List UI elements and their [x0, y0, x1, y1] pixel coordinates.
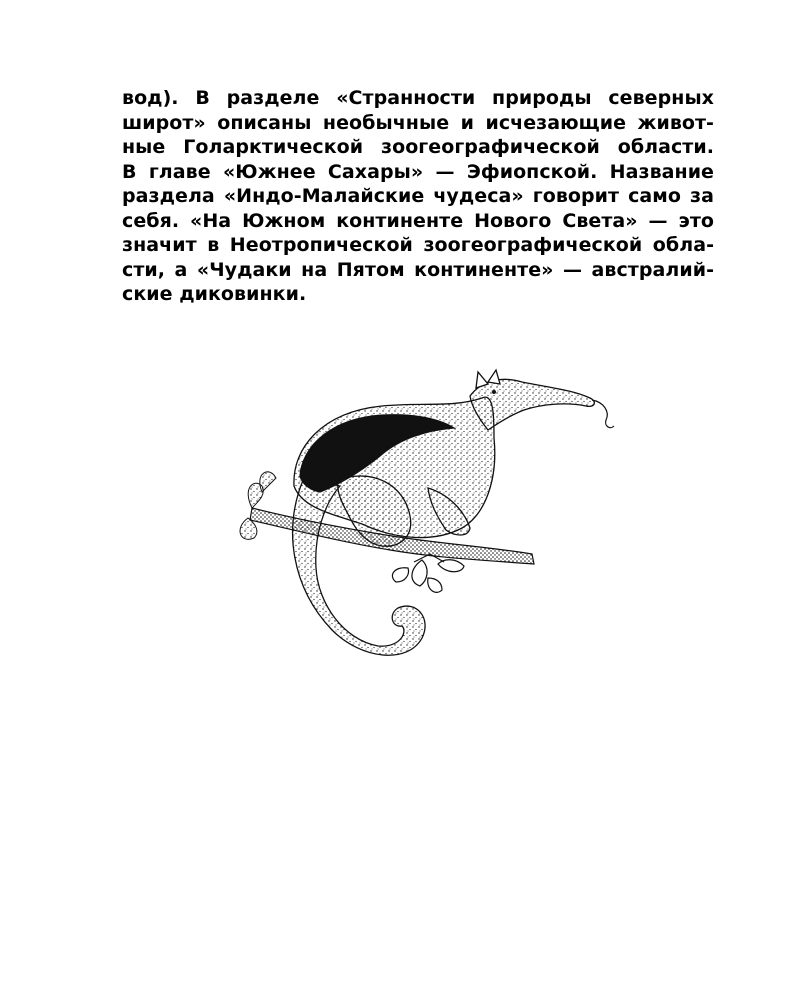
branch-twigs [240, 472, 276, 539]
paragraph-line: себя. «На Южном континенте Нового Света» — это [122, 209, 714, 232]
leaves [392, 554, 464, 592]
eye [492, 390, 496, 394]
paragraph-line: ские диковинки. [122, 283, 307, 305]
head [470, 379, 594, 430]
paragraph-line: раздела «Индо-Малайские чудеса» говорит само за [122, 185, 714, 207]
tongue [592, 400, 614, 428]
paragraph-line: сти, а «Чудаки на Пятом континенте» — австралий- [122, 258, 714, 281]
paragraph-line: значит в Неотропической зоогеографической обла- [122, 234, 714, 256]
paragraph-line: вод). В разделе «Странности природы северных [122, 87, 714, 109]
paragraph-line: ные Голарктической зоогеографической области. [122, 136, 714, 158]
body-paragraph [122, 86, 714, 307]
tamandua-anteater-icon [232, 368, 624, 680]
paragraph-line: В главе «Южнее Сахары» — Эфиопской. Название [122, 160, 714, 183]
tamandua-illustration [232, 368, 624, 680]
paragraph-line: широт» описаны необычные и исчезающие живот- [122, 111, 714, 134]
